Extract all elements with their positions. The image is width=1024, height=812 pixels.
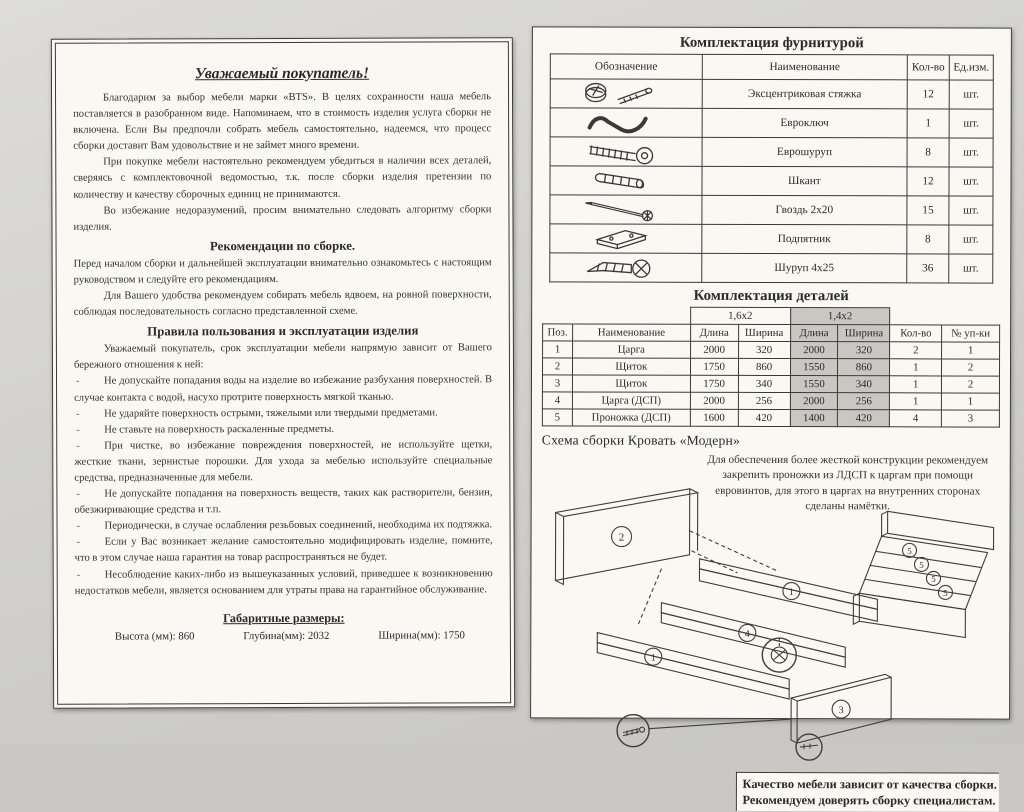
hardware-qty: 8 [907,138,949,167]
parts-section [542,287,1000,427]
bed-assembly-diagram [541,450,1000,781]
quality-line-2: Рекомендуем доверять сборку специалистам. [742,792,996,809]
left-page [51,37,515,709]
col-unit: Ед.изм. [949,55,993,80]
screw-icon [578,254,674,280]
hardware-name: Эксцентриковая стяжка [702,79,907,109]
hardware-name: Подпятник [702,224,907,254]
eccentric-tie-icon [578,80,674,106]
rule-item: - Не допускайте попадания на поверхность веществ, таких как растворители, бензин, обезжиривающие средства и т.п. [74,485,492,519]
dowel-icon [578,167,674,193]
rule-item: - При чистке, во избежание повреждения поверхностей, не используйте щетки, жесткие ткани, зернистые порошки. Для ухода за мебелью используйте специальные средства, предназначенные для мебели. [74,437,492,487]
svg-text:5: 5 [943,588,948,598]
hardware-qty: 1 [907,109,949,138]
table-row [550,166,993,196]
table-row: 1 Царга 2000 320 2000 320 2 1 [543,341,1000,359]
svg-text:5: 5 [919,560,924,570]
table-row: 5 Проножка (ДСП) 1600 420 1400 420 4 3 [542,409,999,427]
table-row [550,253,993,283]
hardware-qty: 36 [907,254,949,283]
hardware-name: Шуруп 4х25 [701,253,906,283]
svg-text:4: 4 [745,629,750,640]
glide-icon [578,225,674,251]
hardware-name: Шкант [702,166,907,196]
hardware-qty: 8 [907,225,949,254]
hex-key-icon [578,109,674,135]
hardware-table [549,53,994,283]
nail-icon [578,196,674,222]
table-row [550,137,993,167]
svg-text:5: 5 [907,546,912,556]
hardware-unit: шт. [949,80,993,109]
intro-paragraph: Благодарим за выбор мебели марки «BTS». В целях сохранности наша мебель поставляется в разобранном виде. Напоминаем, что в стоимость изделия услуга сборки не включена. Если Вы предпочли собрать мебель самостоятельно, надеемся, что процесс сборки доставит Вам удовольствие и не займет много времени. [73,89,491,155]
hardware-unit: шт. [949,138,993,167]
hardware-qty: 12 [907,167,949,196]
hardware-table-title: Комплектация фурнитурой [543,34,1001,52]
assembly-paragraph: Перед началом сборки и дальнейшей эксплуатации внимательно ознакомьтесь с настоящим руководством и следуйте его рекомендациям. [74,255,492,289]
table-row [550,195,993,225]
table-row [550,224,993,254]
size-group-16: 1,6х2 [690,307,790,324]
table-row: 4 Царга (ДСП) 2000 256 2000 256 1 1 [542,392,999,410]
hardware-name: Еврошуруп [702,137,907,167]
assembly-heading: Рекомендации по сборке. [74,238,492,254]
rule-item: - Если у Вас возникает желание самостоятельно модифицировать изделие, помните, что в этом случае наша гарантия на товар распространяться не будет. [75,534,493,568]
schema-note: Для обеспечения более жесткой конструкции рекомендуем закрепить проножки из ЛДСП к царгам при помощи евровинтов, для этого в царгах на внутренних сторонах сделаны намётки. [696,453,1000,516]
col-name: Наименование [702,54,907,80]
hardware-qty: 12 [907,80,949,109]
right-page [530,26,1012,719]
parts-header-row: Поз. Наименование Длина Ширина Длина Ширина Кол-во № уп-ки [543,324,1000,342]
intro-paragraph: Во избежание недоразумений, просим внимательно следовать алгоритму сборки изделия. [73,202,491,236]
hardware-unit: шт. [949,167,993,196]
schema-title: Схема сборки Кровать «Модерн» [542,432,1000,449]
page-title: Уважаемый покупатель! [73,64,491,83]
dimensions-row [75,629,493,642]
dimension-width: Ширина(мм): 1750 [378,629,465,641]
assembly-schema [541,432,1000,811]
rule-item: - Не ставьте на поверхность раскаленные предметы. [74,421,492,439]
svg-text:2: 2 [619,532,625,544]
hardware-name: Гвоздь 2х20 [702,195,907,225]
rule-item: - Периодически, в случае ослабления резьбовых соединений, необходима их подтяжка. [75,518,493,536]
parts-table-title: Комплектация деталей [542,287,1000,305]
rule-item: - Не ударяйте поверхность острыми, тяжелыми или твердыми предметами. [74,405,492,423]
col-designation: Обозначение [550,54,702,79]
dimension-height: Высота (мм): 860 [115,630,195,642]
dimensions-heading: Габаритные размеры: [75,610,493,626]
table-row [550,79,993,109]
table-row [550,108,993,138]
quality-note [735,771,998,811]
hardware-unit: шт. [949,109,993,138]
hardware-header-row [550,54,993,80]
svg-text:5: 5 [931,574,936,584]
size-group-14: 1,4х2 [790,308,890,325]
rules-heading: Правила пользования и эксплуатации изделия [74,323,492,339]
svg-text:3: 3 [839,705,844,716]
euro-screw-icon [578,138,674,164]
rule-item: - Не допускайте попадания воды на изделие во избежание разбухания поверхностей. В случае контакта с водой, насухо протрите поверхность мягкой тканью. [74,373,492,407]
hardware-unit: шт. [949,225,993,254]
hardware-unit: шт. [949,196,993,225]
quality-line-1: Качество мебели зависит от качества сборки. [743,775,997,792]
dimension-depth: Глубина(мм): 2032 [243,630,329,642]
svg-text:1: 1 [789,587,794,598]
table-row: 3 Щиток 1750 340 1550 340 1 2 [542,375,999,393]
rules-intro: Уважаемый покупатель, срок эксплуатации мебели напрямую зависит от Вашего бережного отношения к ней: [74,340,492,374]
parts-table [542,306,1000,427]
svg-text:1: 1 [651,653,656,664]
table-row: 2 Щиток 1750 860 1550 860 1 2 [542,358,999,376]
hardware-name: Евроключ [702,108,907,138]
left-page-frame [55,41,511,705]
size-group-row [543,307,1000,325]
hardware-qty: 15 [907,196,949,225]
assembly-paragraph: Для Вашего удобства рекомендуем собирать мебель вдвоем, на ровной поверхности, соблюдая последовательность согласно представленной схеме. [74,287,492,321]
col-qty: Кол-во [907,55,949,80]
rule-item: - Несоблюдение каких-либо из вышеуказанных условий, приведшее к возникновению недостатков мебели, является основанием для утраты права на гарантийное обслуживание. [75,566,493,600]
hardware-unit: шт. [949,254,993,283]
intro-paragraph: При покупке мебели настоятельно рекомендуем убедиться в наличии всех деталей, сверяясь с комплектовочной ведомостью, т.к. после сборки изделия претензии по количеству и качеству сборочных единиц не принимаются. [73,154,491,204]
